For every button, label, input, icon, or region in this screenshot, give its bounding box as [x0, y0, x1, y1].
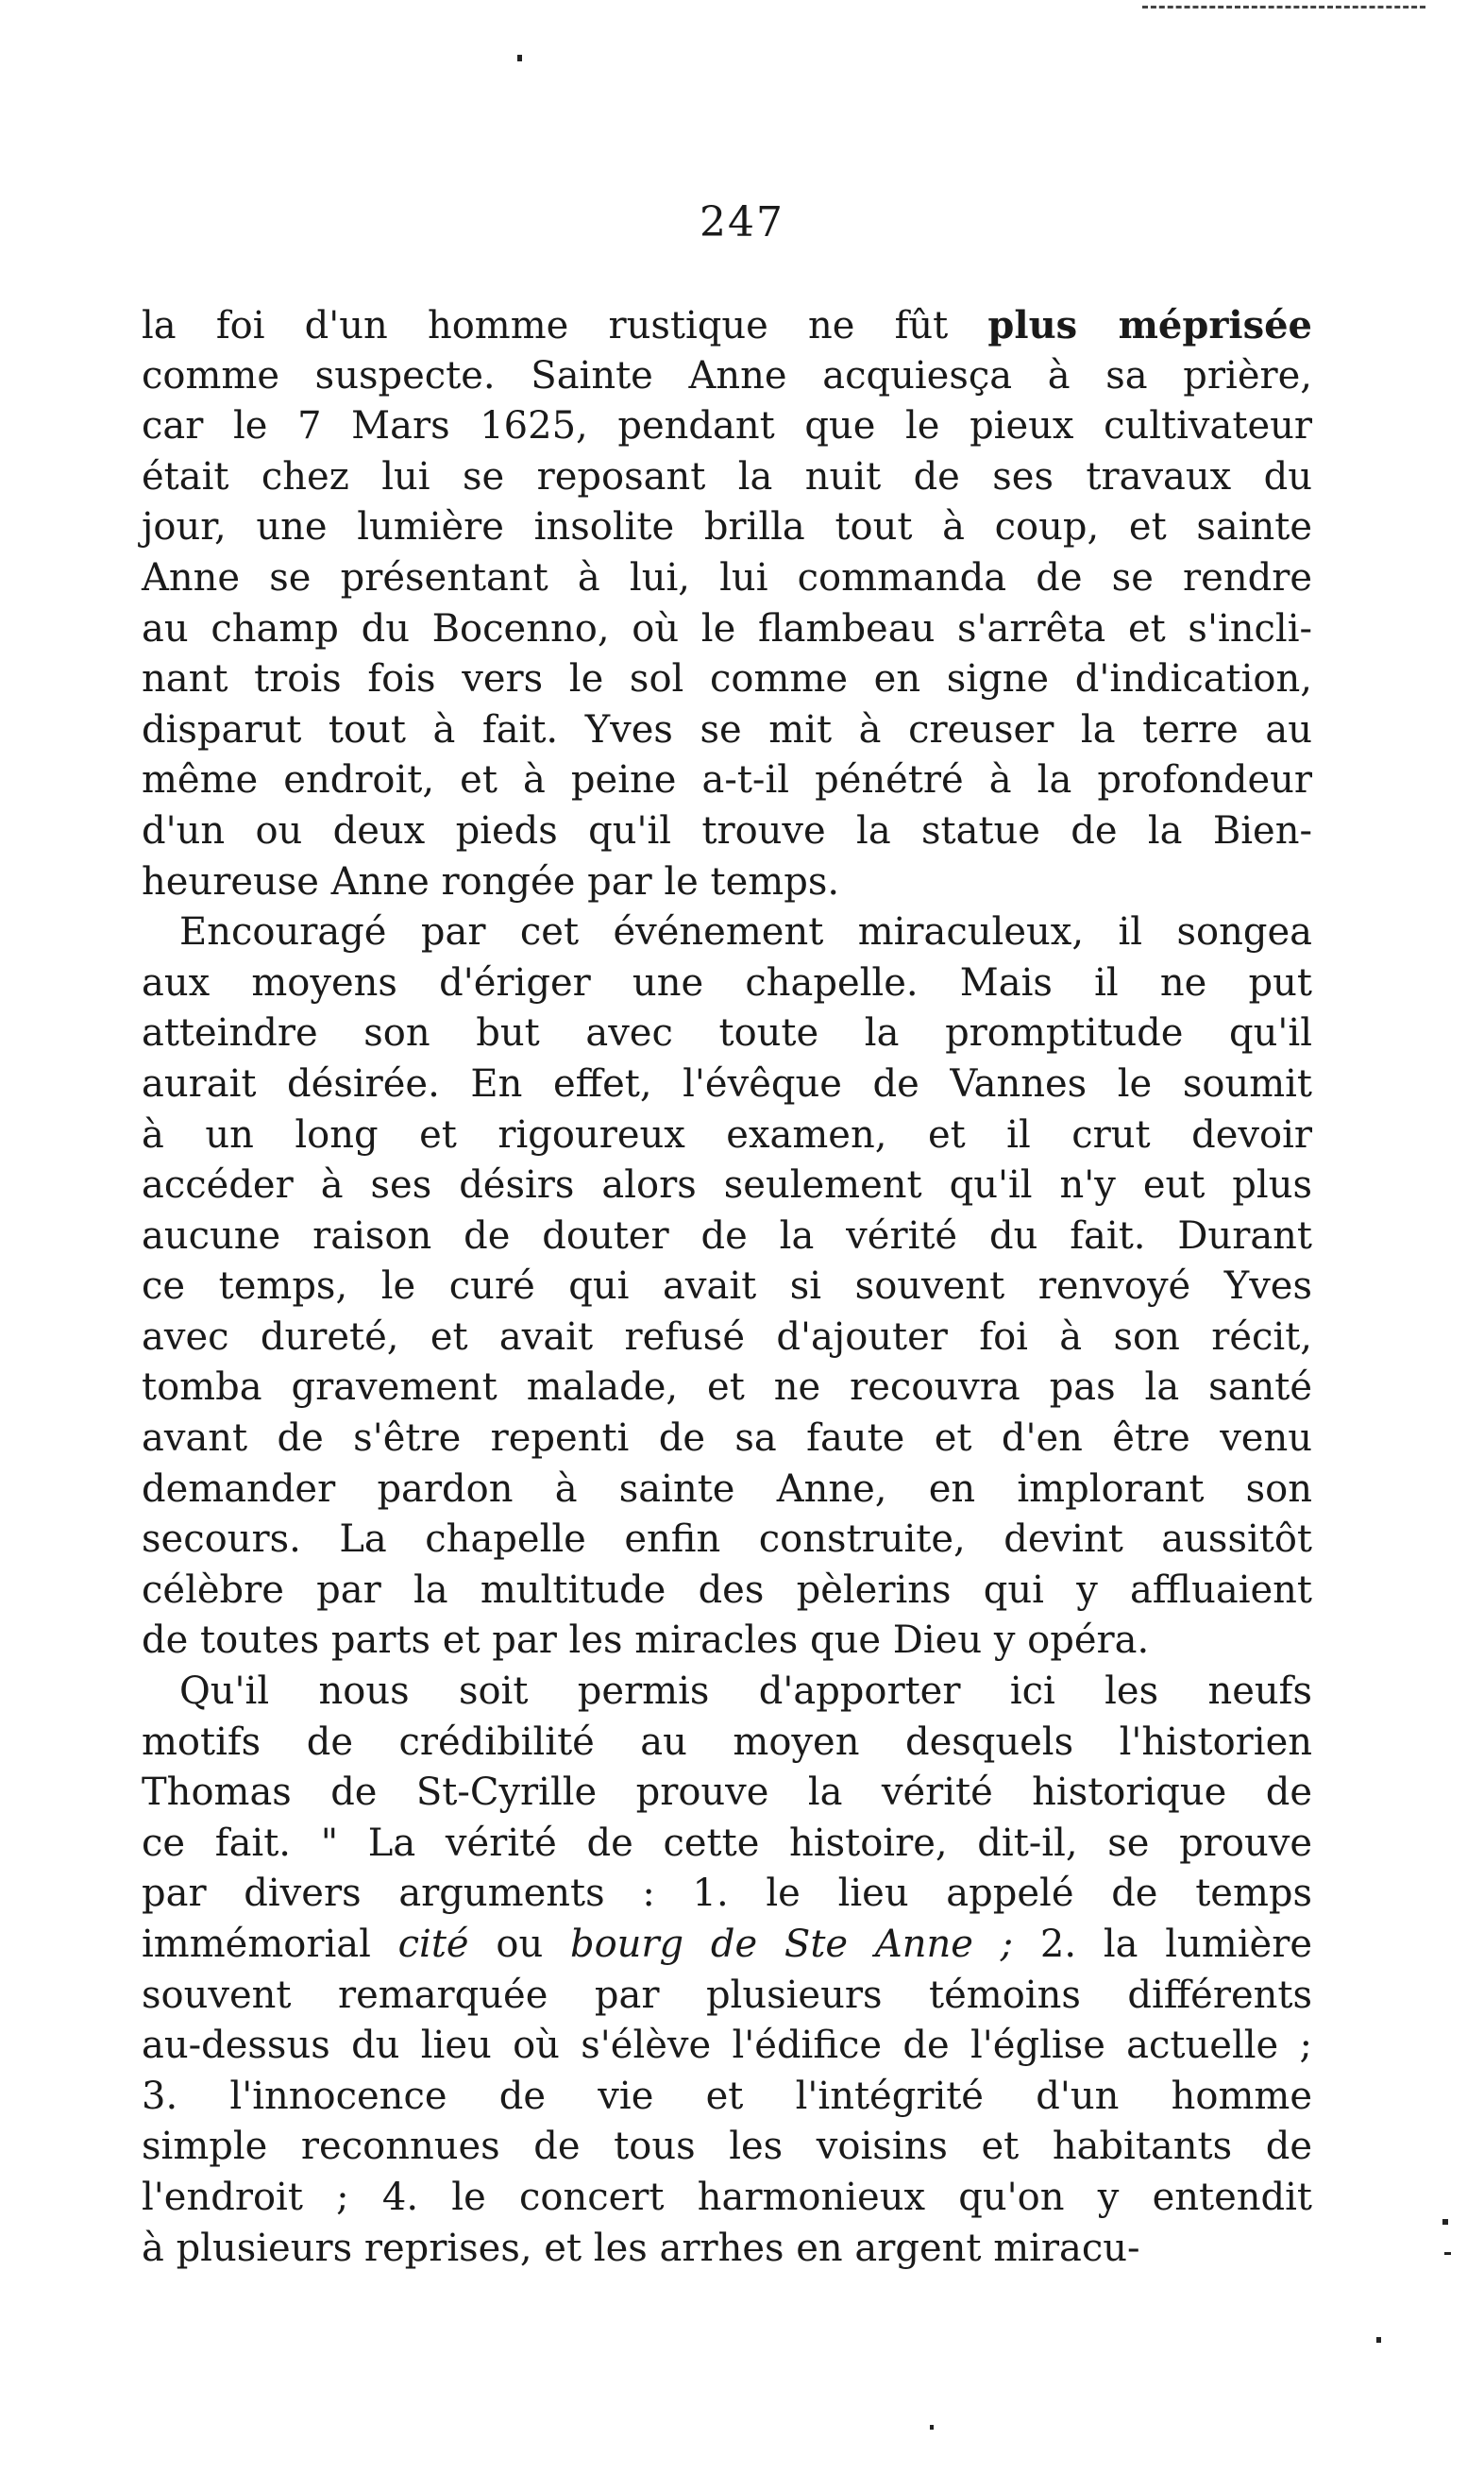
speck-mark: [1442, 2219, 1448, 2225]
text-line: [142, 806, 1312, 857]
speck-mark: [1444, 2252, 1451, 2255]
text-line: [142, 1161, 1312, 1212]
text-line: [142, 654, 1312, 705]
text-run: demander pardon à sainte Anne, en implorant son: [142, 1466, 1312, 1511]
text-run: à plusieurs reprises, et les arrhes en argent miracu-: [142, 2226, 1140, 2270]
text-run: tomba gravement malade, et ne recouvra pas la santé: [142, 1365, 1312, 1410]
text-line: [142, 1059, 1312, 1110]
text-run: disparut tout à fait. Yves se mit à creuser la terre au: [142, 707, 1312, 752]
text-line: [142, 1465, 1312, 1516]
text-run: même endroit, et à peine a-t-il pénétré à la profondeur: [142, 758, 1312, 803]
italic-text-run: cité: [397, 1923, 469, 1966]
bold-text-run: plus méprisée: [987, 303, 1312, 347]
text-run: par divers arguments : 1. le lieu appelé de temps: [142, 1872, 1312, 1916]
text-line: [142, 2021, 1312, 2072]
text-run: à un long et rigoureux examen, et il crut devoir: [142, 1112, 1312, 1157]
text-run: au-dessus du lieu où s'élève l'édifice de l'église actuelle ;: [142, 2024, 1312, 2068]
text-run: avec dureté, et avait refusé d'ajouter foi à son récit,: [142, 1314, 1312, 1359]
text-line: [142, 401, 1312, 452]
text-run: de toutes parts et par les miracles que Dieu y opéra.: [142, 1618, 1150, 1663]
body-text: [142, 300, 1312, 2274]
text-line: [142, 958, 1312, 1009]
text-line: [142, 1515, 1312, 1566]
text-line: [142, 1262, 1312, 1313]
text-line: [142, 705, 1312, 756]
text-line: [142, 1920, 1312, 1971]
text-run: secours. La chapelle enfin construite, devint aussitôt: [142, 1517, 1312, 1562]
speck-mark: [930, 2425, 934, 2430]
page-number: 247: [700, 198, 784, 246]
text-run: aux moyens d'ériger une chapelle. Mais il ne put: [142, 960, 1312, 1005]
text-line: [142, 1363, 1312, 1414]
text-run: immémorial: [142, 1923, 398, 1966]
text-run: jour, une lumière insolite brilla tout à coup, et sainte: [142, 505, 1312, 550]
text-line: [142, 2224, 1312, 2275]
text-run: motifs de crédibilité au moyen desquels l'historien: [142, 1720, 1312, 1764]
text-run: heureuse Anne rongée par le temps.: [142, 859, 840, 904]
text-run: souvent remarquée par plusieurs témoins différents: [142, 1973, 1312, 2017]
text-line: [142, 1313, 1312, 1364]
text-line: [142, 755, 1312, 806]
text-run: l'endroit ; 4. le concert harmonieux qu'on y entendit: [142, 2175, 1312, 2219]
text-line: [142, 1212, 1312, 1262]
top-edge-rule: [1142, 6, 1425, 8]
speck-mark: [517, 55, 522, 61]
text-run: la foi d'un homme rustique ne fût: [142, 304, 988, 347]
text-line: [142, 1971, 1312, 2022]
text-line: [142, 1667, 1312, 1718]
text-run: était chez lui se reposant la nuit de ses travaux du: [142, 454, 1312, 499]
text-line: [142, 1869, 1312, 1920]
text-line: [142, 1616, 1312, 1667]
text-run: nant trois fois vers le sol comme en signe d'indication,: [142, 657, 1312, 702]
text-line: [142, 2072, 1312, 2123]
text-line: [142, 502, 1312, 553]
text-line: [142, 1718, 1312, 1769]
text-line: [142, 1110, 1312, 1161]
text-run: car le 7 Mars 1625, pendant que le pieux cultivateur: [142, 404, 1312, 449]
italic-text-run: bourg de Ste Anne ;: [569, 1923, 1014, 1966]
text-run: au champ du Bocenno, où le flambeau s'arrêta et s'incli-: [142, 606, 1312, 651]
text-line: [142, 452, 1312, 503]
text-run: ce fait. " La vérité de cette histoire, dit-il, se prouve: [142, 1821, 1312, 1865]
text-run: Qu'il nous soit permis d'apporter ici les neufs: [179, 1669, 1312, 1714]
text-line: [142, 857, 1312, 908]
text-run: accéder à ses désirs alors seulement qu'il n'y eut plus: [142, 1163, 1312, 1208]
text-line: [142, 604, 1312, 655]
text-run: Encouragé par cet événement miraculeux, il songea: [179, 910, 1312, 955]
text-line: [142, 553, 1312, 604]
text-run: avant de s'être repenti de sa faute et d'en être venu: [142, 1416, 1312, 1461]
text-run: d'un ou deux pieds qu'il trouve la statue de la Bien-: [142, 808, 1312, 853]
text-run: ou: [468, 1923, 570, 1966]
text-run: célèbre par la multitude des pèlerins qui y affluaient: [142, 1567, 1312, 1612]
speck-mark: [1376, 2337, 1381, 2343]
text-line: [142, 2122, 1312, 2173]
text-run: aurait désirée. En effet, l'évêque de Vannes le soumit: [142, 1061, 1312, 1106]
text-line: [142, 1414, 1312, 1465]
text-line: [142, 1768, 1312, 1819]
text-line: [142, 1008, 1312, 1059]
text-line: [142, 2173, 1312, 2224]
text-run: simple reconnues de tous les voisins et habitants de: [142, 2125, 1312, 2169]
text-run: 3. l'innocence de vie et l'intégrité d'un homme: [142, 2074, 1312, 2118]
text-run: Thomas de St-Cyrille prouve la vérité historique de: [142, 1771, 1312, 1815]
text-line: [142, 351, 1312, 402]
text-run: aucune raison de douter de la vérité du fait. Durant: [142, 1213, 1312, 1258]
text-line: [142, 1566, 1312, 1617]
text-line: [142, 300, 1312, 351]
text-run: Anne se présentant à lui, lui commanda de se rendre: [142, 555, 1312, 600]
text-run: comme suspecte. Sainte Anne acquiesça à sa prière,: [142, 353, 1312, 398]
text-line: [142, 1819, 1312, 1870]
text-run: 2. la lumière: [1013, 1923, 1312, 1966]
text-line: [142, 907, 1312, 958]
text-run: ce temps, le curé qui avait si souvent renvoyé Yves: [142, 1264, 1312, 1309]
text-run: atteindre son but avec toute la promptitude qu'il: [142, 1011, 1312, 1056]
